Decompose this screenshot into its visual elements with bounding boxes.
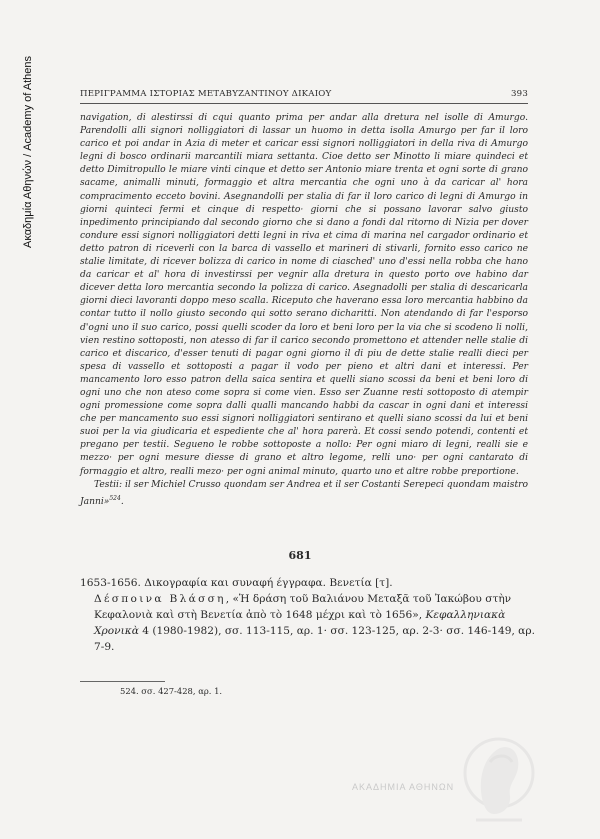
citation-text: , «Ἡ δράση τοῦ Βαλιάνου Μεταξᾶ τοῦ Ἰακώβου στὴν Κεφαλονιὰ καὶ στὴ Βενετία ἀπὸ τὸ 1648 μέχρι καὶ τὸ 1656», xyxy=(94,593,512,621)
entry-citation xyxy=(80,591,540,655)
entry-author: Δέσποινα Βλάσση xyxy=(94,593,226,605)
witnesses-period: . xyxy=(120,496,124,507)
page-number: 393 xyxy=(510,89,528,99)
header-rule xyxy=(80,103,528,104)
document-number: 681 xyxy=(288,549,312,562)
witnesses-paragraph xyxy=(80,479,528,509)
footnote-reference: 524 xyxy=(109,494,121,502)
citation-pages: 4 (1980-1982), σσ. 113-115, αρ. 1· σσ. 123-125, αρ. 2-3· σσ. 146-149, αρ. 7-9. xyxy=(94,625,535,653)
entry-date-line: 1653-1656. Δικογραφία και συναφή έγγραφα. Βενετία [τ]. xyxy=(80,577,393,589)
witnesses-text: Testii: il ser Michiel Crusso quondam ser Andrea et il ser Costanti Serepeci quondam maistro Janni» xyxy=(80,479,528,507)
bibliographic-entry xyxy=(80,575,540,655)
journal-title: Κεφαλληνιακὰ Χρονικὰ xyxy=(94,609,506,637)
side-label: Ακαδημία Αθηνών / Academy of Athens xyxy=(22,55,34,248)
academy-logo-watermark xyxy=(454,728,544,833)
footnote: 524. σσ. 427-428, αρ. 1. xyxy=(120,686,223,696)
document-body xyxy=(80,112,528,509)
watermark-text: ΑΚΑΔΗΜΙΑ ΑΘΗΝΩΝ xyxy=(352,782,455,792)
body-paragraph: navigation, di alestirssi di cqui quanto prima per andar alla dretura nel isolle di Amurgo. Parendolli alli signori nolliggiatori di lassar un huomo in detta isolla Amurgo per far il loro carico et poi andar in Azia di meter et caricar essi signori nolliggiatori in della riva di Amurgo legni di bosco ordinarii marcantili miara settanta. Cioe detto ser Minotto li miare quindeci et detto Dimitropullo le miare vinti cinque et detto ser Antonio miare trenta et ogni sorte di grano sacame, animalli minuti, formaggio et altra mercantia che ogni uno à da caricar al' hora compracimento ecceto bovini. Asegnandolli per stalia di far il loro carico di legni di Amurgo in giorni quinteci fermi et cinque di respetto· giorni che si possano lavorar salvo giusto inpedimento principiando dal secondo giorno che si dano a fondi dal ritorno di Nizia per dover condure essi signori nolliggiatori detti legni in riva et cima di marina nel cargador ordinario et detto patron di riceverli con la barca di vassello et marineri di stivarli, fornito esso carico ne stalie limitate, di ricever bolizza di carico in nome di ciasched' uno d'essi nella robba che hano da caricar et al' hora di investirssi per vegnir alla dretura in questo porto ove habino dar dicever detta loro mercantia secondo la polizza di carico. Asegnadolli per stalia di descaricarla giorni dieci lavoranti doppo meso scalla. Riceputo che haverano essa loro mercantia habbino da contar tutto il nollo giusto secondo qui sotto serano dicharitti. Non atendando di far l'esporso d'ogni uno il suo carico, possi quelli scoder da loro et beni loro per la via che si scodeno li nolli, vien restino sottoposti, non atesso di far il carico secondo promettono et attender nelle stalie di carico et discarico, d'esser tenuti di pagar ogni giorno il di piu de dette stalie realli dieci per spesa di vassello et sottoposti a pagar il vodo per pieno et altri dani et interessi. Per mancamento loro esso patron della saica sentira et quelli siano scossi da beni et beni loro di ogni uno che non ateso come sopra si come vien. Esso ser Zuanne resti sottoposto di atempir ogni promessione come sopra dalli qualli mancando habbi da cascar in ogni dani et interessi che per mancamento suo essi signori nolliggiatori sentirano et quelli siano scossi da lui et beni suoi per la via giudicaria et espediente che al' hora parerà. Et cossi sendo potendi, contenti et pregano per testii. Segueno le robbe sottoposte a nollo: Per ogni miaro di legni, realli sie e mezzo· per ogni mesure diesse di grano et altro legome, relli uno· per ogni cantarato di formaggio et altro, realli mezo· per ogni animal minuto, quarto uno et altre robbe preportione. xyxy=(80,113,528,477)
running-title: ΠΕΡΙΓΡΑΜΜΑ ΙΣΤΟΡΙΑΣ ΜΕΤΑΒΥΖΑΝΤΙΝΟΥ ΔΙΚΑΙΟΥ xyxy=(80,89,332,99)
footnote-rule xyxy=(80,681,165,682)
